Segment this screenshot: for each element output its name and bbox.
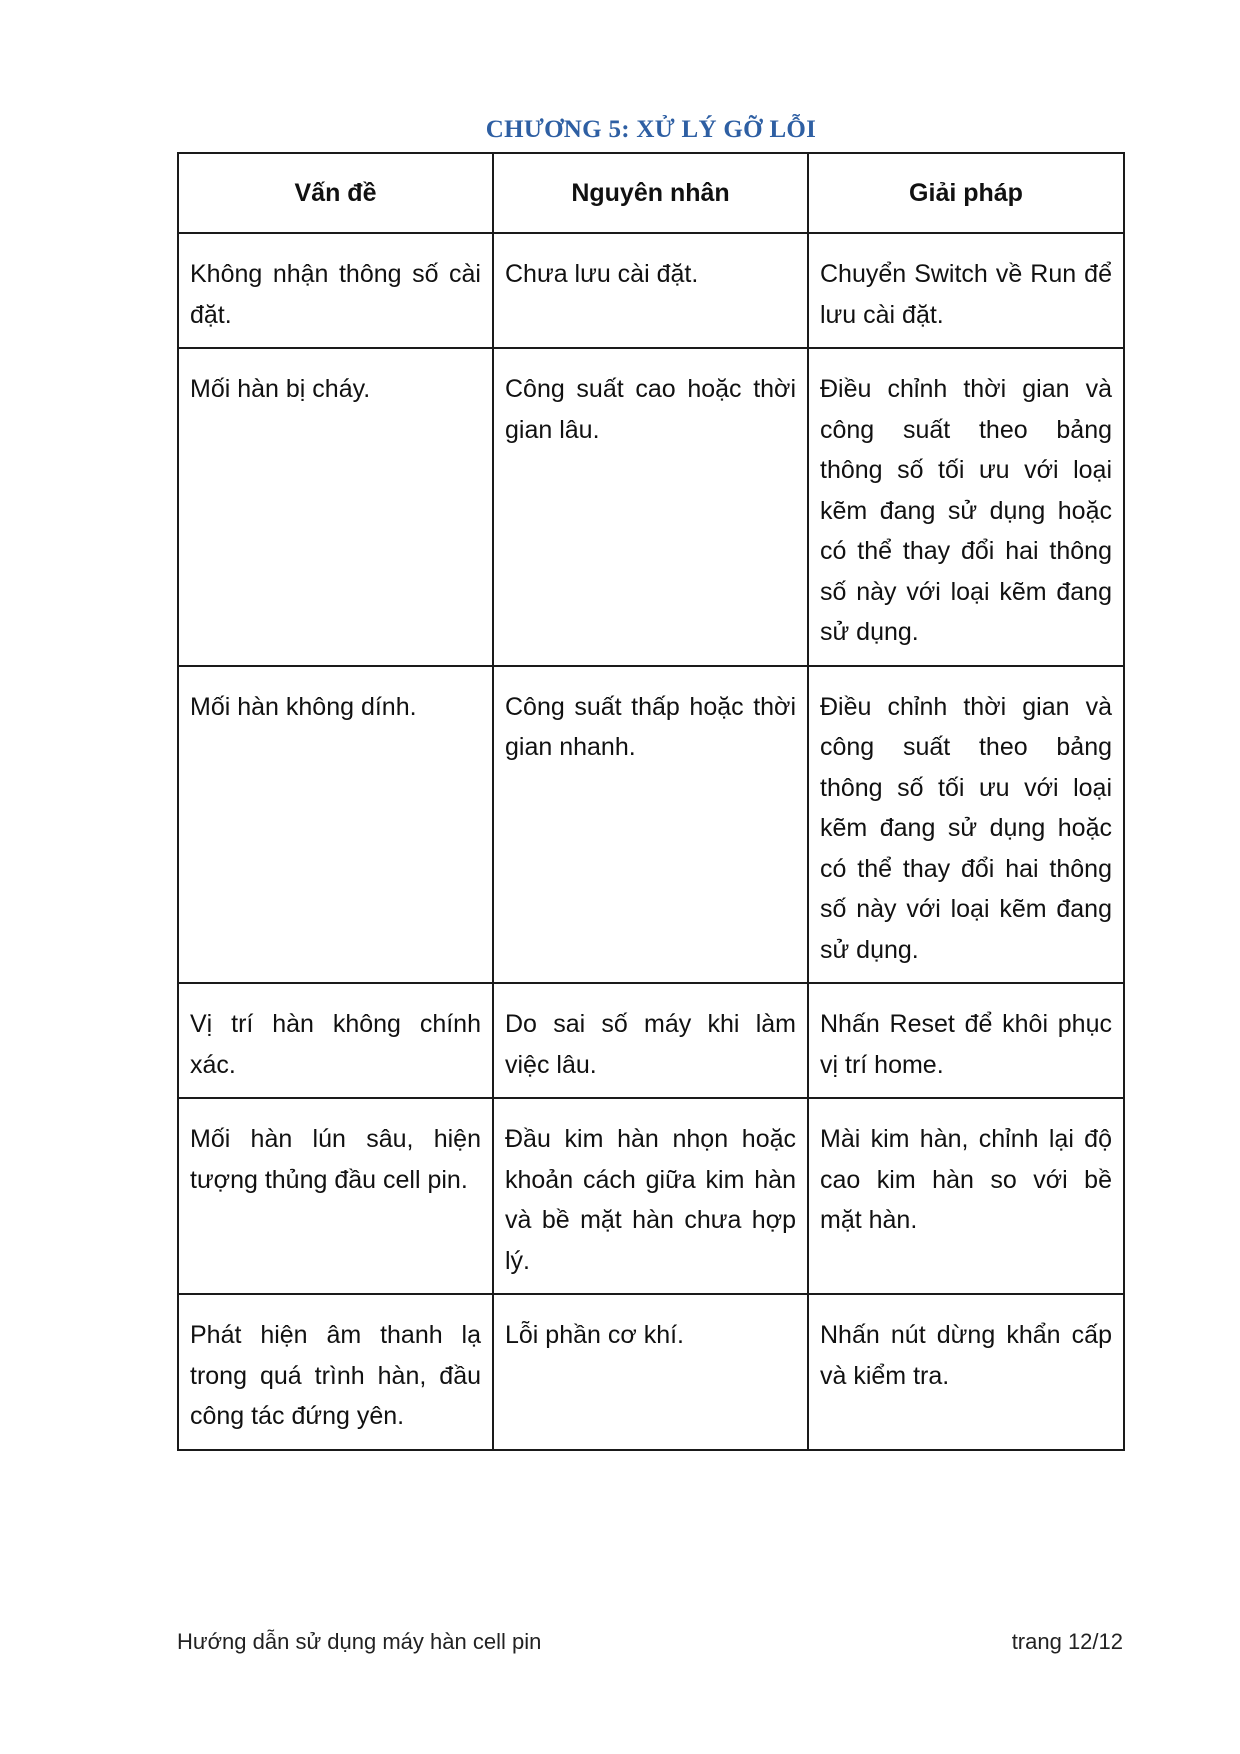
troubleshooting-table <box>177 152 1125 1451</box>
cause-cell: Chưa lưu cài đặt. <box>493 233 808 348</box>
table-header-row <box>178 153 1124 233</box>
table-row <box>178 1098 1124 1294</box>
problem-cell: Vị trí hàn không chính xác. <box>178 983 493 1098</box>
footer-document-title: Hướng dẫn sử dụng máy hàn cell pin <box>177 1629 542 1654</box>
solution-cell: Điều chỉnh thời gian và công suất theo bảng thông số tối ưu với loại kẽm đang sử dụng hoặc có thể thay đổi hai thông số này với loại kẽm đang sử dụng. <box>808 666 1124 984</box>
cause-cell: Công suất cao hoặc thời gian lâu. <box>493 348 808 666</box>
problem-cell: Phát hiện âm thanh lạ trong quá trình hàn, đầu công tác đứng yên. <box>178 1294 493 1450</box>
problem-cell: Mối hàn bị cháy. <box>178 348 493 666</box>
cause-cell: Đầu kim hàn nhọn hoặc khoản cách giữa kim hàn và bề mặt hàn chưa hợp lý. <box>493 1098 808 1294</box>
solution-cell: Mài kim hàn, chỉnh lại độ cao kim hàn so với bề mặt hàn. <box>808 1098 1124 1294</box>
problem-cell: Không nhận thông số cài đặt. <box>178 233 493 348</box>
problem-cell: Mối hàn lún sâu, hiện tượng thủng đầu cell pin. <box>178 1098 493 1294</box>
header-cause: Nguyên nhân <box>493 153 808 233</box>
table-row <box>178 983 1124 1098</box>
chapter-title: CHƯƠNG 5: XỬ LÝ GỠ LỖI <box>485 116 817 143</box>
solution-cell: Điều chỉnh thời gian và công suất theo bảng thông số tối ưu với loại kẽm đang sử dụng hoặc có thể thay đổi hai thông số này với loại kẽm đang sử dụng. <box>808 348 1124 666</box>
cause-cell: Do sai số máy khi làm việc lâu. <box>493 983 808 1098</box>
footer-page-number: trang 12/12 <box>1011 1629 1123 1654</box>
header-problem: Vấn đề <box>178 153 493 233</box>
table-row <box>178 233 1124 348</box>
table-row <box>178 666 1124 984</box>
cause-cell: Lỗi phần cơ khí. <box>493 1294 808 1450</box>
header-solution: Giải pháp <box>808 153 1124 233</box>
solution-cell: Nhấn nút dừng khẩn cấp và kiểm tra. <box>808 1294 1124 1450</box>
solution-cell: Nhấn Reset để khôi phục vị trí home. <box>808 983 1124 1098</box>
cause-cell: Công suất thấp hoặc thời gian nhanh. <box>493 666 808 984</box>
table-row <box>178 348 1124 666</box>
table-row <box>178 1294 1124 1450</box>
problem-cell: Mối hàn không dính. <box>178 666 493 984</box>
solution-cell: Chuyển Switch về Run để lưu cài đặt. <box>808 233 1124 348</box>
